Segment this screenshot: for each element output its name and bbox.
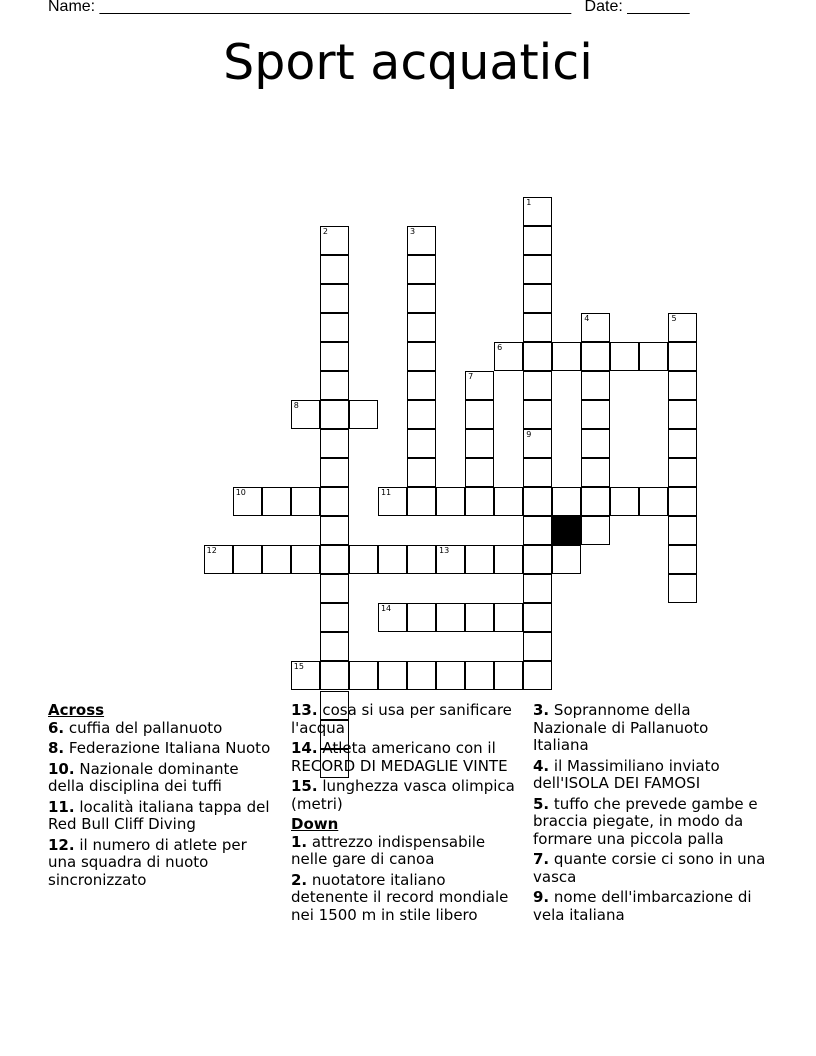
- grid-cell[interactable]: [378, 661, 407, 690]
- grid-cell[interactable]: [523, 574, 552, 603]
- grid-cell[interactable]: [668, 313, 697, 342]
- grid-cell[interactable]: [581, 429, 610, 458]
- cell-number: 8: [293, 401, 299, 410]
- cell-number: 14: [380, 604, 392, 614]
- grid-cell[interactable]: [407, 371, 436, 400]
- clue-number: 9.: [533, 888, 550, 906]
- grid-cell[interactable]: [407, 458, 436, 487]
- page-title: Sport acquatici: [223, 34, 593, 91]
- clue-text: attrezzo indispensabile nelle gare di canoa: [291, 832, 486, 868]
- clue-text: Federazione Italiana Nuoto: [68, 739, 271, 757]
- clue-text: nuotatore italiano detenente il record mondiale nei 1500 m in stile libero: [291, 870, 509, 924]
- grid-cell[interactable]: [523, 371, 552, 400]
- grid-cell[interactable]: [262, 487, 291, 516]
- clue-text: quante corsie ci sono in una vasca: [533, 850, 766, 886]
- grid-cell[interactable]: [581, 400, 610, 429]
- grid-cell[interactable]: [523, 632, 552, 661]
- grid-cell[interactable]: [552, 487, 581, 516]
- grid-cell[interactable]: [320, 661, 349, 690]
- grid-cell[interactable]: [552, 342, 581, 371]
- cell-number: 13: [439, 546, 450, 556]
- grid-cell[interactable]: [407, 545, 436, 574]
- grid-cell[interactable]: [494, 545, 523, 574]
- grid-cell[interactable]: [407, 342, 436, 371]
- cell-number: 6: [497, 342, 503, 352]
- clue-number: 14.: [291, 739, 318, 757]
- name-field[interactable]: _____________________________________________________: [99, 0, 572, 15]
- grid-cell[interactable]: [378, 487, 407, 516]
- grid-cell[interactable]: [465, 603, 494, 632]
- grid-cell[interactable]: [320, 429, 349, 458]
- clue-across-13: [291, 702, 521, 737]
- clue-number: 10.: [48, 759, 75, 778]
- grid-cell[interactable]: [523, 226, 552, 255]
- clue-down-3: [533, 702, 768, 755]
- clue-number: 15.: [291, 777, 318, 795]
- grid-cell[interactable]: [349, 661, 378, 690]
- grid-cell[interactable]: [581, 516, 610, 545]
- grid-cell[interactable]: [436, 487, 465, 516]
- grid-cell[interactable]: [523, 255, 552, 284]
- clues-column-3: [533, 702, 768, 927]
- clue-number: 5.: [533, 794, 550, 813]
- grid-cell[interactable]: [523, 516, 552, 545]
- grid-cell[interactable]: [523, 197, 552, 226]
- clue-number: 6.: [48, 718, 65, 737]
- grid-cell[interactable]: [494, 603, 523, 632]
- clue-number: 4.: [533, 756, 550, 775]
- cell-number: 7: [468, 371, 474, 381]
- clue-text: cuffia del pallanuoto: [68, 718, 223, 737]
- grid-cell[interactable]: [668, 371, 697, 400]
- clue-text: Soprannome della Nazionale di Pallanuoto Italiana: [533, 701, 709, 754]
- grid-cell[interactable]: [523, 313, 552, 342]
- grid-cell[interactable]: [523, 487, 552, 516]
- cell-number: 9: [526, 430, 532, 440]
- grid-cell[interactable]: [320, 516, 349, 545]
- clue-text: località italiana tappa del Red Bull Cliff Diving: [48, 797, 270, 833]
- grid-cell[interactable]: [320, 545, 349, 574]
- grid-cell[interactable]: [523, 400, 552, 429]
- grid-cell[interactable]: [378, 545, 407, 574]
- grid-cell[interactable]: [407, 284, 436, 313]
- clue-text: cosa si usa per sanificare l'acqua: [291, 701, 512, 737]
- grid-cell[interactable]: [320, 487, 349, 516]
- clues-column-2: [291, 702, 521, 927]
- grid-cell[interactable]: [639, 342, 668, 371]
- clue-across-14: [291, 740, 521, 775]
- grid-cell[interactable]: [436, 603, 465, 632]
- clue-text: nome dell'imbarcazione di vela italiana: [533, 888, 752, 924]
- clue-number: 8.: [48, 739, 65, 757]
- grid-cell[interactable]: [320, 574, 349, 603]
- cell-number: 1: [526, 197, 532, 207]
- cell-number: 5: [671, 313, 677, 323]
- grid-cell[interactable]: [349, 400, 378, 429]
- cell-number: 15: [293, 662, 304, 672]
- grid-cell[interactable]: [465, 661, 494, 690]
- grid-cell[interactable]: [291, 487, 320, 516]
- grid-cell[interactable]: [465, 458, 494, 487]
- clue-number: 13.: [291, 701, 318, 719]
- clue-down-7: [533, 851, 768, 886]
- date-field[interactable]: _______: [627, 0, 690, 15]
- grid-cell[interactable]: [552, 545, 581, 574]
- clue-number: 11.: [48, 797, 75, 816]
- grid-cell[interactable]: [436, 661, 465, 690]
- grid-cell[interactable]: [465, 371, 494, 400]
- clue-number: 2.: [291, 870, 308, 889]
- grid-cell[interactable]: [291, 661, 320, 690]
- clue-across-10: [48, 761, 278, 796]
- grid-cell[interactable]: [668, 342, 697, 371]
- grid-cell[interactable]: [320, 458, 349, 487]
- grid-cell[interactable]: [407, 255, 436, 284]
- black-cell: [552, 516, 581, 545]
- clue-text: il Massimiliano inviato dell'ISOLA DEI FAMOSI: [533, 756, 720, 792]
- grid-cell[interactable]: [204, 545, 233, 574]
- down-heading: Down: [291, 815, 339, 833]
- grid-cell[interactable]: [581, 313, 610, 342]
- grid-cell[interactable]: [407, 226, 436, 255]
- clue-down-4: [533, 758, 768, 793]
- grid-cell[interactable]: [523, 545, 552, 574]
- grid-cell[interactable]: [668, 545, 697, 574]
- grid-cell[interactable]: [233, 487, 262, 516]
- grid-cell[interactable]: [465, 545, 494, 574]
- clue-text: tuffo che prevede gambe e braccia piegate, in modo da formare una piccola palla: [533, 794, 758, 848]
- name-label: Name:: [48, 0, 96, 15]
- clue-number: 1.: [291, 832, 308, 851]
- grid-cell[interactable]: [436, 545, 465, 574]
- clue-across-15: [291, 778, 521, 813]
- cell-number: 10: [235, 488, 246, 498]
- date-label: Date:: [584, 0, 623, 15]
- grid-cell[interactable]: [639, 487, 668, 516]
- clue-across-12: [48, 837, 278, 890]
- grid-cell[interactable]: [668, 429, 697, 458]
- grid-cell[interactable]: [407, 429, 436, 458]
- grid-cell[interactable]: [523, 458, 552, 487]
- cell-number: 2: [322, 226, 328, 236]
- clue-across-11: [48, 799, 278, 834]
- clue-down-2: [291, 872, 521, 925]
- grid-cell[interactable]: [494, 661, 523, 690]
- clue-number: 7.: [533, 850, 550, 868]
- grid-cell[interactable]: [668, 458, 697, 487]
- clue-text: lunghezza vasca olimpica (metri): [291, 777, 515, 813]
- grid-cell[interactable]: [291, 545, 320, 574]
- cell-number: 4: [584, 313, 590, 323]
- cell-number: 3: [410, 226, 416, 236]
- grid-cell[interactable]: [407, 487, 436, 516]
- grid-cell[interactable]: [581, 458, 610, 487]
- clue-number: 3.: [533, 701, 550, 719]
- grid-cell[interactable]: [465, 429, 494, 458]
- grid-cell[interactable]: [407, 400, 436, 429]
- grid-cell[interactable]: [320, 632, 349, 661]
- grid-cell[interactable]: [610, 487, 639, 516]
- grid-cell[interactable]: [320, 371, 349, 400]
- clue-down-9: [533, 889, 768, 924]
- clue-text: Nazionale dominante della disciplina dei tuffi: [48, 759, 239, 795]
- clue-across-8: [48, 740, 278, 758]
- clues-column-1: [48, 702, 278, 892]
- grid-cell[interactable]: [320, 400, 349, 429]
- grid-cell[interactable]: [668, 400, 697, 429]
- clue-across-6: [48, 720, 278, 738]
- grid-cell[interactable]: [320, 603, 349, 632]
- clue-text: Atleta americano con il RECORD DI MEDAGLIE VINTE: [291, 739, 508, 775]
- grid-cell[interactable]: [407, 313, 436, 342]
- grid-cell[interactable]: [291, 400, 320, 429]
- grid-cell[interactable]: [523, 342, 552, 371]
- clue-text: il numero di atlete per una squadra di nuoto sincronizzato: [48, 835, 247, 889]
- grid-cell[interactable]: [262, 545, 291, 574]
- grid-cell[interactable]: [349, 545, 378, 574]
- grid-cell[interactable]: [523, 284, 552, 313]
- grid-cell[interactable]: [668, 516, 697, 545]
- grid-cell[interactable]: [668, 487, 697, 516]
- cell-number: 12: [206, 546, 217, 556]
- grid-cell[interactable]: [610, 342, 639, 371]
- grid-cell[interactable]: [523, 429, 552, 458]
- grid-cell[interactable]: [494, 487, 523, 516]
- grid-cell[interactable]: [320, 313, 349, 342]
- grid-cell[interactable]: [581, 371, 610, 400]
- grid-cell[interactable]: [465, 400, 494, 429]
- grid-cell[interactable]: [320, 284, 349, 313]
- cell-number: 11: [380, 488, 392, 498]
- grid-cell[interactable]: [320, 342, 349, 371]
- grid-cell[interactable]: [378, 603, 407, 632]
- clue-number: 12.: [48, 835, 75, 854]
- clue-down-5: [533, 796, 768, 849]
- grid-cell[interactable]: [233, 545, 262, 574]
- across-heading: Across: [48, 701, 105, 719]
- grid-cell[interactable]: [668, 574, 697, 603]
- grid-cell[interactable]: [320, 226, 349, 255]
- grid-cell[interactable]: [523, 603, 552, 632]
- grid-cell[interactable]: [581, 342, 610, 371]
- grid-cell[interactable]: [523, 661, 552, 690]
- grid-cell[interactable]: [465, 487, 494, 516]
- grid-cell[interactable]: [407, 661, 436, 690]
- grid-cell[interactable]: [320, 255, 349, 284]
- grid-cell[interactable]: [581, 487, 610, 516]
- grid-cell[interactable]: [494, 342, 523, 371]
- grid-cell[interactable]: [407, 603, 436, 632]
- clue-down-1: [291, 834, 521, 869]
